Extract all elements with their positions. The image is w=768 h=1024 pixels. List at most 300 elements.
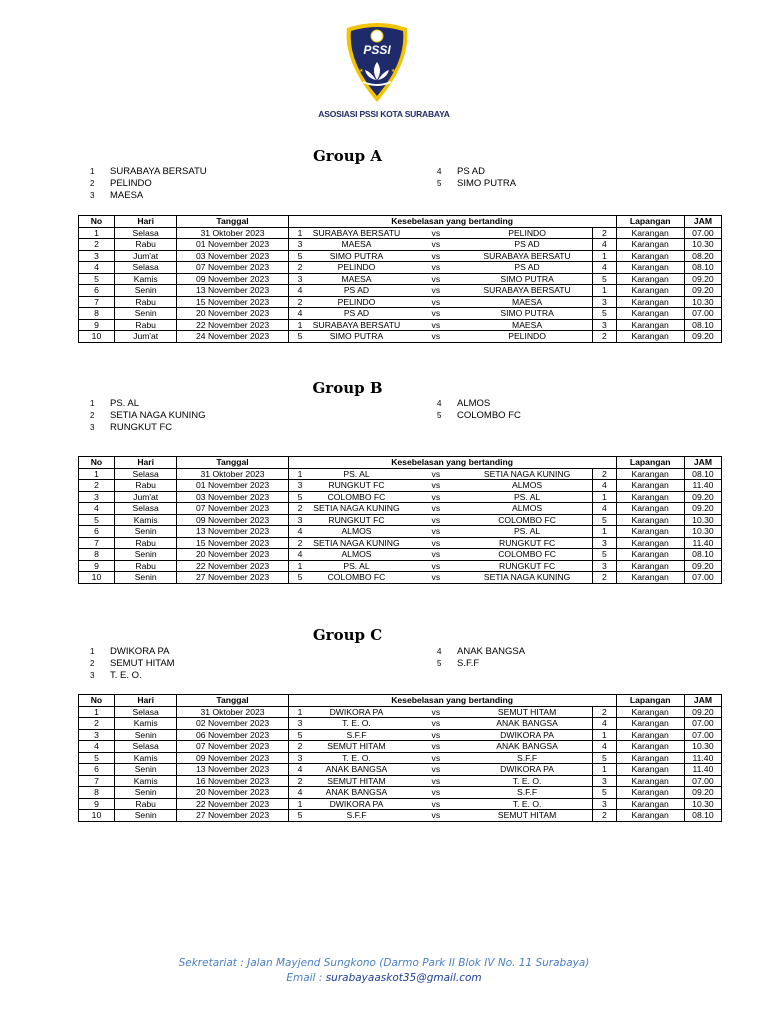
venue: Karangan	[616, 764, 684, 776]
away-seed: 4	[593, 718, 616, 730]
away-team: DWIKORA PA	[462, 764, 593, 776]
schedule-table	[78, 456, 722, 584]
table-row	[79, 331, 722, 343]
kickoff-time: 07.00	[684, 729, 721, 741]
match-date: 01 November 2023	[177, 239, 288, 251]
home-seed: 2	[288, 775, 303, 787]
home-seed: 4	[288, 787, 303, 799]
match-date: 24 November 2023	[177, 331, 288, 343]
match-day: Senin	[114, 549, 177, 561]
home-seed: 1	[288, 560, 303, 572]
team-item	[437, 646, 525, 658]
home-seed: 3	[288, 752, 303, 764]
away-team: SIMO PUTRA	[462, 273, 593, 285]
kickoff-time: 09.20	[684, 285, 721, 297]
home-seed: 3	[288, 480, 303, 492]
match-day: Senin	[114, 526, 177, 538]
kickoff-time: 07.00	[684, 718, 721, 730]
kickoff-time: 08.10	[684, 549, 721, 561]
vs-label: vs	[410, 787, 462, 799]
table-row	[79, 273, 722, 285]
home-team: DWIKORA PA	[303, 798, 410, 810]
team-name: SEMUT HITAM	[110, 658, 175, 669]
kickoff-time: 09.20	[684, 787, 721, 799]
match-no: 5	[79, 514, 115, 526]
match-day: Kamis	[114, 775, 177, 787]
team-number: 2	[90, 411, 95, 420]
home-seed: 4	[288, 549, 303, 561]
away-seed: 5	[593, 752, 616, 764]
table-row	[79, 250, 722, 262]
vs-label: vs	[410, 273, 462, 285]
match-day: Senin	[114, 308, 177, 320]
team-number: 3	[90, 423, 95, 432]
match-day: Kamis	[114, 752, 177, 764]
home-team: SETIA NAGA KUNING	[303, 537, 410, 549]
away-team: MAESA	[462, 296, 593, 308]
column-header: Lapangan	[616, 695, 684, 707]
team-number: 4	[437, 647, 442, 656]
home-seed: 1	[288, 798, 303, 810]
column-header: Hari	[114, 457, 177, 469]
home-seed: 2	[288, 741, 303, 753]
team-number: 3	[90, 671, 95, 680]
away-seed: 3	[593, 560, 616, 572]
vs-label: vs	[410, 308, 462, 320]
vs-label: vs	[410, 480, 462, 492]
table-row	[79, 262, 722, 274]
home-team: MAESA	[303, 239, 410, 251]
venue: Karangan	[616, 537, 684, 549]
table-row	[79, 572, 722, 584]
table-row	[79, 810, 722, 822]
team-item	[437, 410, 521, 422]
match-no: 3	[79, 250, 115, 262]
team-name: RUNGKUT FC	[110, 422, 173, 433]
team-item	[437, 398, 490, 410]
home-team: T. E. O.	[303, 718, 410, 730]
team-item	[90, 658, 175, 670]
vs-label: vs	[410, 285, 462, 297]
home-seed: 1	[288, 319, 303, 331]
match-date: 20 November 2023	[177, 308, 288, 320]
home-seed: 2	[288, 503, 303, 515]
vs-label: vs	[410, 752, 462, 764]
venue: Karangan	[616, 285, 684, 297]
vs-label: vs	[410, 537, 462, 549]
match-date: 13 November 2023	[177, 285, 288, 297]
match-date: 27 November 2023	[177, 572, 288, 584]
table-row	[79, 285, 722, 297]
footer-email-line	[0, 971, 768, 986]
away-team: SIMO PUTRA	[462, 308, 593, 320]
venue: Karangan	[616, 239, 684, 251]
kickoff-time: 11.40	[684, 480, 721, 492]
match-day: Senin	[114, 729, 177, 741]
venue: Karangan	[616, 491, 684, 503]
table-header-row	[79, 457, 722, 469]
away-team: RUNGKUT FC	[462, 537, 593, 549]
team-number: 4	[437, 167, 442, 176]
table-header-row	[79, 695, 722, 707]
team-name: DWIKORA PA	[110, 646, 170, 657]
footer-email-label: Email :	[286, 972, 326, 984]
venue: Karangan	[616, 549, 684, 561]
home-team: DWIKORA PA	[303, 706, 410, 718]
match-no: 7	[79, 537, 115, 549]
home-seed: 3	[288, 514, 303, 526]
column-header: No	[79, 457, 115, 469]
match-day: Rabu	[114, 239, 177, 251]
column-header: Tanggal	[177, 216, 288, 228]
home-seed: 2	[288, 296, 303, 308]
venue: Karangan	[616, 514, 684, 526]
match-no: 5	[79, 273, 115, 285]
away-team: T. E. O.	[462, 798, 593, 810]
match-day: Jum'at	[114, 250, 177, 262]
home-team: SURABAYA BERSATU	[303, 319, 410, 331]
home-team: ANAK BANGSA	[303, 787, 410, 799]
match-no: 5	[79, 752, 115, 764]
match-no: 6	[79, 526, 115, 538]
away-seed: 4	[593, 503, 616, 515]
vs-label: vs	[410, 239, 462, 251]
venue: Karangan	[616, 787, 684, 799]
home-team: S.F.F	[303, 729, 410, 741]
match-no: 4	[79, 262, 115, 274]
vs-label: vs	[410, 729, 462, 741]
away-team: SETIA NAGA KUNING	[462, 468, 593, 480]
away-seed: 1	[593, 729, 616, 741]
match-date: 27 November 2023	[177, 810, 288, 822]
vs-label: vs	[410, 468, 462, 480]
home-seed: 5	[288, 572, 303, 584]
table-row	[79, 526, 722, 538]
table-row	[79, 491, 722, 503]
away-team: SURABAYA BERSATU	[462, 285, 593, 297]
kickoff-time: 10.30	[684, 741, 721, 753]
team-item	[90, 178, 152, 190]
team-item	[90, 670, 142, 682]
match-no: 4	[79, 741, 115, 753]
team-name: ALMOS	[457, 398, 491, 409]
match-no: 9	[79, 319, 115, 331]
match-day: Selasa	[114, 503, 177, 515]
match-day: Kamis	[114, 514, 177, 526]
home-seed: 5	[288, 250, 303, 262]
away-team: ANAK BANGSA	[462, 741, 593, 753]
match-date: 31 Oktober 2023	[177, 227, 288, 239]
schedule-table	[78, 694, 722, 822]
table-row	[79, 775, 722, 787]
team-number: 5	[437, 179, 442, 188]
group-title: Group A	[313, 147, 382, 165]
home-team: RUNGKUT FC	[303, 514, 410, 526]
match-date: 22 November 2023	[177, 798, 288, 810]
match-date: 31 Oktober 2023	[177, 468, 288, 480]
table-row	[79, 741, 722, 753]
team-number: 5	[437, 659, 442, 668]
venue: Karangan	[616, 706, 684, 718]
match-date: 07 November 2023	[177, 503, 288, 515]
match-no: 7	[79, 296, 115, 308]
vs-label: vs	[410, 262, 462, 274]
column-header: JAM	[684, 695, 721, 707]
table-row	[79, 296, 722, 308]
home-team: PS. AL	[303, 468, 410, 480]
match-no: 1	[79, 468, 115, 480]
away-team: SEMUT HITAM	[462, 706, 593, 718]
kickoff-time: 07.00	[684, 775, 721, 787]
match-no: 10	[79, 331, 115, 343]
team-number: 1	[90, 167, 95, 176]
away-team: PS AD	[462, 239, 593, 251]
home-team: SURABAYA BERSATU	[303, 227, 410, 239]
table-row	[79, 537, 722, 549]
match-date: 22 November 2023	[177, 560, 288, 572]
column-header: No	[79, 695, 115, 707]
venue: Karangan	[616, 718, 684, 730]
kickoff-time: 10.30	[684, 296, 721, 308]
table-row	[79, 549, 722, 561]
group-title: Group B	[312, 379, 383, 397]
away-team: ANAK BANGSA	[462, 718, 593, 730]
match-day: Rabu	[114, 480, 177, 492]
vs-label: vs	[410, 775, 462, 787]
away-team: RUNGKUT FC	[462, 560, 593, 572]
match-no: 8	[79, 308, 115, 320]
away-team: SEMUT HITAM	[462, 810, 593, 822]
away-team: MAESA	[462, 319, 593, 331]
match-day: Rabu	[114, 319, 177, 331]
kickoff-time: 08.10	[684, 319, 721, 331]
venue: Karangan	[616, 319, 684, 331]
column-header: Hari	[114, 216, 177, 228]
home-team: SETIA NAGA KUNING	[303, 503, 410, 515]
kickoff-time: 11.40	[684, 537, 721, 549]
team-item	[90, 398, 139, 410]
home-team: RUNGKUT FC	[303, 480, 410, 492]
vs-label: vs	[410, 741, 462, 753]
footer-email[interactable]: surabayaaskot35@gmail.com	[325, 972, 482, 984]
team-name: SURABAYA BERSATU	[110, 166, 207, 177]
away-seed: 3	[593, 798, 616, 810]
vs-label: vs	[410, 718, 462, 730]
match-day: Senin	[114, 787, 177, 799]
kickoff-time: 08.10	[684, 262, 721, 274]
away-seed: 5	[593, 787, 616, 799]
home-team: SEMUT HITAM	[303, 775, 410, 787]
away-team: SETIA NAGA KUNING	[462, 572, 593, 584]
kickoff-time: 09.20	[684, 273, 721, 285]
match-date: 15 November 2023	[177, 537, 288, 549]
team-number: 1	[90, 647, 95, 656]
team-item	[90, 646, 169, 658]
match-date: 03 November 2023	[177, 250, 288, 262]
column-header: Kesebelasan yang bertanding	[288, 695, 616, 707]
table-row	[79, 227, 722, 239]
away-team: COLOMBO FC	[462, 549, 593, 561]
away-team: PS. AL	[462, 526, 593, 538]
table-row	[79, 764, 722, 776]
match-date: 09 November 2023	[177, 752, 288, 764]
team-name: SETIA NAGA KUNING	[110, 410, 206, 421]
venue: Karangan	[616, 296, 684, 308]
match-date: 06 November 2023	[177, 729, 288, 741]
column-header: Lapangan	[616, 457, 684, 469]
column-header: No	[79, 216, 115, 228]
away-team: ALMOS	[462, 480, 593, 492]
home-team: PS AD	[303, 308, 410, 320]
away-team: PS. AL	[462, 491, 593, 503]
venue: Karangan	[616, 560, 684, 572]
venue: Karangan	[616, 775, 684, 787]
pssi-logo	[341, 22, 413, 104]
match-date: 03 November 2023	[177, 491, 288, 503]
team-number: 1	[90, 399, 95, 408]
match-day: Kamis	[114, 273, 177, 285]
vs-label: vs	[410, 319, 462, 331]
home-seed: 5	[288, 729, 303, 741]
venue: Karangan	[616, 331, 684, 343]
home-team: T. E. O.	[303, 752, 410, 764]
kickoff-time: 07.00	[684, 308, 721, 320]
kickoff-time: 08.20	[684, 250, 721, 262]
home-seed: 4	[288, 285, 303, 297]
vs-label: vs	[410, 560, 462, 572]
match-date: 09 November 2023	[177, 514, 288, 526]
match-no: 8	[79, 549, 115, 561]
team-item	[90, 410, 206, 422]
vs-label: vs	[410, 250, 462, 262]
kickoff-time: 10.30	[684, 798, 721, 810]
kickoff-time: 10.30	[684, 526, 721, 538]
away-seed: 2	[593, 468, 616, 480]
match-no: 2	[79, 718, 115, 730]
match-no: 9	[79, 798, 115, 810]
match-no: 3	[79, 729, 115, 741]
home-seed: 5	[288, 810, 303, 822]
schedule-table	[78, 215, 722, 343]
team-name: MAESA	[110, 190, 144, 201]
away-seed: 1	[593, 526, 616, 538]
home-seed: 4	[288, 526, 303, 538]
table-row	[79, 752, 722, 764]
home-seed: 5	[288, 491, 303, 503]
column-header: Tanggal	[177, 695, 288, 707]
home-team: ALMOS	[303, 549, 410, 561]
home-team: SIMO PUTRA	[303, 331, 410, 343]
team-item	[90, 166, 207, 178]
venue: Karangan	[616, 572, 684, 584]
table-row	[79, 468, 722, 480]
footer	[0, 956, 768, 986]
column-header: Kesebelasan yang bertanding	[288, 457, 616, 469]
vs-label: vs	[410, 526, 462, 538]
match-day: Senin	[114, 572, 177, 584]
table-row	[79, 319, 722, 331]
match-day: Selasa	[114, 262, 177, 274]
venue: Karangan	[616, 273, 684, 285]
away-seed: 4	[593, 239, 616, 251]
match-date: 07 November 2023	[177, 741, 288, 753]
svg-text:★: ★	[391, 68, 396, 74]
team-item	[437, 178, 516, 190]
home-seed: 3	[288, 273, 303, 285]
kickoff-time: 07.00	[684, 227, 721, 239]
venue: Karangan	[616, 503, 684, 515]
match-date: 22 November 2023	[177, 319, 288, 331]
venue: Karangan	[616, 526, 684, 538]
home-seed: 3	[288, 718, 303, 730]
vs-label: vs	[410, 514, 462, 526]
match-no: 10	[79, 572, 115, 584]
team-number: 2	[90, 179, 95, 188]
match-day: Rabu	[114, 560, 177, 572]
match-date: 16 November 2023	[177, 775, 288, 787]
kickoff-time: 09.20	[684, 331, 721, 343]
team-name: PS AD	[457, 166, 485, 177]
away-team: DWIKORA PA	[462, 729, 593, 741]
away-team: PELINDO	[462, 227, 593, 239]
away-seed: 4	[593, 741, 616, 753]
team-item	[437, 658, 479, 670]
away-seed: 3	[593, 319, 616, 331]
venue: Karangan	[616, 729, 684, 741]
kickoff-time: 09.20	[684, 491, 721, 503]
team-number: 4	[437, 399, 442, 408]
match-day: Jum'at	[114, 331, 177, 343]
away-team: S.F.F	[462, 752, 593, 764]
match-day: Rabu	[114, 798, 177, 810]
away-seed: 3	[593, 296, 616, 308]
away-team: PELINDO	[462, 331, 593, 343]
table-row	[79, 798, 722, 810]
team-item	[437, 166, 485, 178]
table-row	[79, 560, 722, 572]
match-date: 31 Oktober 2023	[177, 706, 288, 718]
vs-label: vs	[410, 764, 462, 776]
kickoff-time: 09.20	[684, 560, 721, 572]
venue: Karangan	[616, 480, 684, 492]
team-name: PELINDO	[110, 178, 152, 189]
svg-text:★: ★	[359, 68, 364, 74]
vs-label: vs	[410, 491, 462, 503]
team-number: 2	[90, 659, 95, 668]
home-team: COLOMBO FC	[303, 572, 410, 584]
home-seed: 5	[288, 331, 303, 343]
match-no: 10	[79, 810, 115, 822]
match-no: 4	[79, 503, 115, 515]
away-seed: 5	[593, 549, 616, 561]
vs-label: vs	[410, 706, 462, 718]
table-row	[79, 503, 722, 515]
kickoff-time: 10.30	[684, 239, 721, 251]
table-row	[79, 514, 722, 526]
match-no: 1	[79, 706, 115, 718]
home-team: PELINDO	[303, 262, 410, 274]
home-team: PS. AL	[303, 560, 410, 572]
match-no: 7	[79, 775, 115, 787]
home-team: ANAK BANGSA	[303, 764, 410, 776]
away-seed: 1	[593, 250, 616, 262]
match-date: 20 November 2023	[177, 549, 288, 561]
away-team: COLOMBO FC	[462, 514, 593, 526]
team-name: PS. AL	[110, 398, 140, 409]
home-seed: 4	[288, 308, 303, 320]
team-name: SIMO PUTRA	[457, 178, 517, 189]
away-seed: 1	[593, 764, 616, 776]
